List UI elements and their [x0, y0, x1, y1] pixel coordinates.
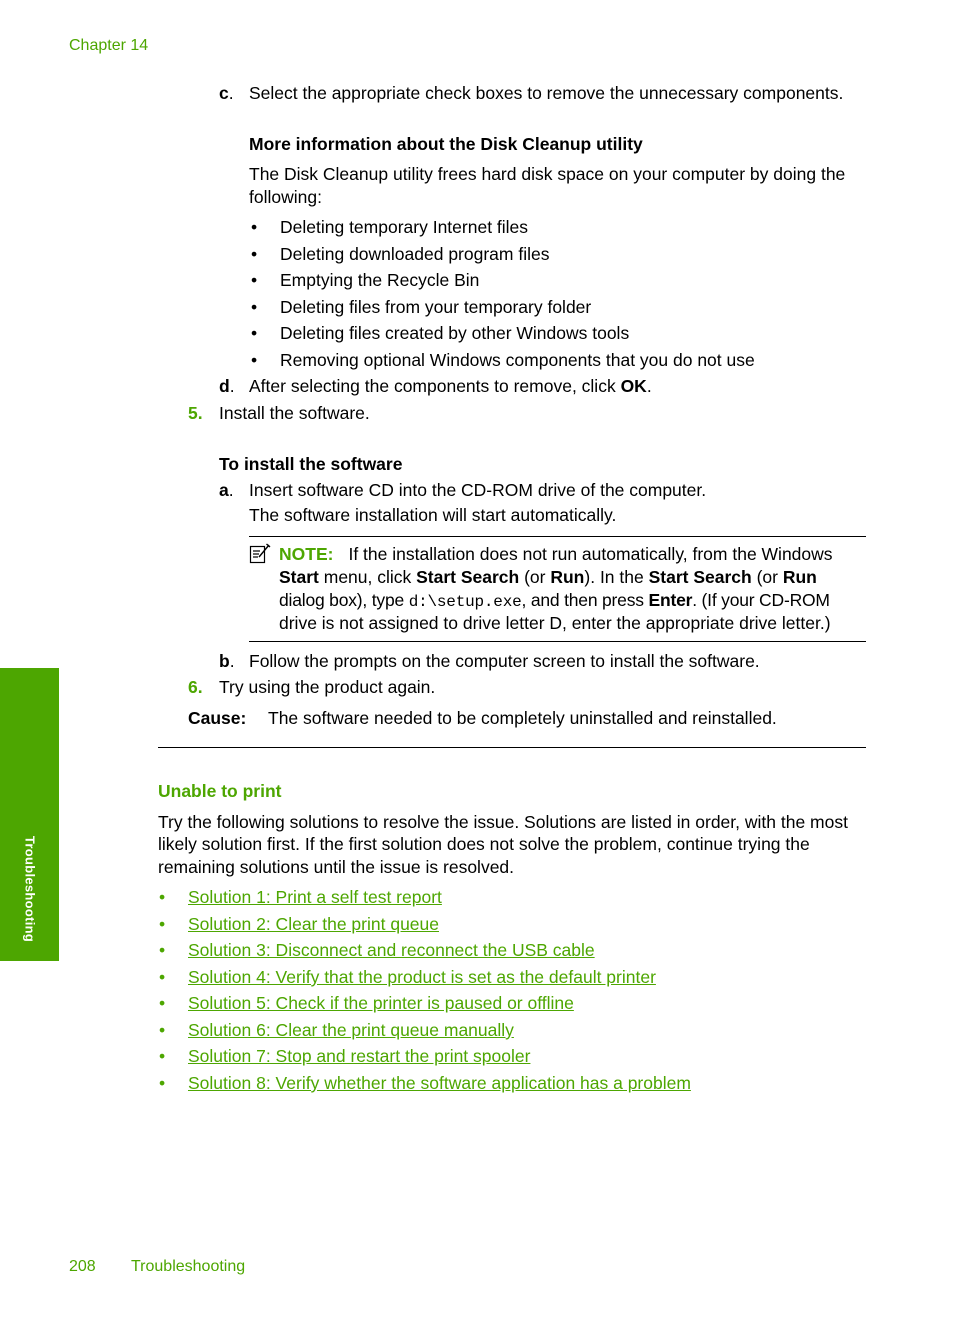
- note-line-3: dialog box), type d:\setup.exe, and then press Enter. (If your CD-ROM: [279, 590, 830, 611]
- step-a-subtext: The software installation will start automatically.: [249, 505, 617, 525]
- step-5-text: Install the software.: [219, 403, 370, 423]
- cause-text: The software needed to be completely uninstalled and reinstalled.: [268, 708, 777, 728]
- note-line-2: Start menu, click Start Search (or Run). In the Start Search (or Run: [279, 567, 817, 587]
- solution-link-2[interactable]: Solution 2: Clear the print queue: [188, 914, 439, 934]
- bullet-icon: •: [159, 993, 166, 1013]
- bullet-icon: •: [159, 967, 166, 987]
- section-divider: [158, 747, 866, 748]
- step-5-number: 5.: [188, 403, 203, 423]
- step-a-text: Insert software CD into the CD-ROM drive of the computer.: [249, 480, 707, 500]
- step-c-text: Select the appropriate check boxes to remove the unnecessary components.: [249, 83, 844, 103]
- step-a-letter: a.: [219, 480, 234, 500]
- step-6-number: 6.: [188, 677, 203, 697]
- solution-link-1[interactable]: Solution 1: Print a self test report: [188, 887, 442, 907]
- page-number: 208: [69, 1258, 96, 1275]
- bullet-icon: •: [251, 350, 258, 370]
- bullet-icon: •: [159, 1046, 166, 1066]
- side-tab-label: Troubleshooting: [22, 835, 38, 943]
- bullet-icon: •: [159, 1020, 166, 1040]
- solution-link-4[interactable]: Solution 4: Verify that the product is set as the default printer: [188, 967, 656, 987]
- solution-link-3[interactable]: Solution 3: Disconnect and reconnect the USB cable: [188, 940, 595, 960]
- list-item: Emptying the Recycle Bin: [280, 270, 480, 290]
- list-item: Deleting files created by other Windows tools: [280, 323, 630, 343]
- step-d-letter: d.: [219, 376, 235, 396]
- solution-link-5[interactable]: Solution 5: Check if the printer is paused or offline: [188, 993, 574, 1013]
- bullet-icon: •: [159, 1073, 166, 1093]
- footer-section: Troubleshooting: [131, 1258, 246, 1275]
- list-item: Deleting temporary Internet files: [280, 217, 529, 237]
- step-d-text: After selecting the components to remove, click OK.: [249, 376, 652, 396]
- step-b-text: Follow the prompts on the computer screen to install the software.: [249, 651, 760, 671]
- solution-link-7[interactable]: Solution 7: Stop and restart the print spooler: [188, 1046, 531, 1066]
- note-bottom-rule: [249, 641, 866, 642]
- note-top-rule: [249, 536, 866, 537]
- solution-link-8[interactable]: Solution 8: Verify whether the software application has a problem: [188, 1073, 691, 1093]
- list-item: Deleting downloaded program files: [280, 244, 550, 264]
- note-line-4: drive is not assigned to drive letter D, enter the appropriate drive letter.): [279, 613, 831, 633]
- bullet-icon: •: [159, 914, 166, 934]
- disk-cleanup-intro-line1: The Disk Cleanup utility frees hard disk space on your computer by doing the: [249, 164, 846, 184]
- bullet-icon: •: [251, 244, 258, 264]
- step-6-text: Try using the product again.: [219, 677, 436, 697]
- unable-para-line1: Try the following solutions to resolve the issue. Solutions are listed in order, with the most: [158, 812, 848, 832]
- chapter-header: Chapter 14: [69, 37, 149, 54]
- disk-cleanup-heading: More information about the Disk Cleanup utility: [249, 134, 643, 154]
- bullet-icon: •: [251, 270, 258, 290]
- install-heading: To install the software: [219, 454, 403, 474]
- unable-para-line3: remaining solutions until the issue is resolved.: [158, 857, 515, 877]
- list-item: Removing optional Windows components that you do not use: [280, 350, 755, 370]
- cause-label: Cause:: [188, 708, 247, 728]
- list-item: Deleting files from your temporary folder: [280, 297, 592, 317]
- bullet-icon: •: [159, 887, 166, 907]
- disk-cleanup-intro-line2: following:: [249, 187, 322, 207]
- solution-link-6[interactable]: Solution 6: Clear the print queue manually: [188, 1020, 514, 1040]
- unable-para-line2: likely solution first. If the first solution does not solve the problem, continue trying the: [158, 834, 810, 854]
- bullet-icon: •: [159, 940, 166, 960]
- step-c-letter: c.: [219, 83, 234, 103]
- setup-command: d:\setup.exe: [408, 593, 522, 611]
- bullet-icon: •: [251, 323, 258, 343]
- unable-to-print-heading: Unable to print: [158, 781, 282, 801]
- step-b-letter: b.: [219, 651, 235, 671]
- note-line-1: NOTE: If the installation does not run automatically, from the Windows: [279, 544, 833, 564]
- bullet-icon: •: [251, 297, 258, 317]
- bullet-icon: •: [251, 217, 258, 237]
- note-icon: [249, 543, 271, 565]
- note-label: NOTE:: [279, 544, 334, 564]
